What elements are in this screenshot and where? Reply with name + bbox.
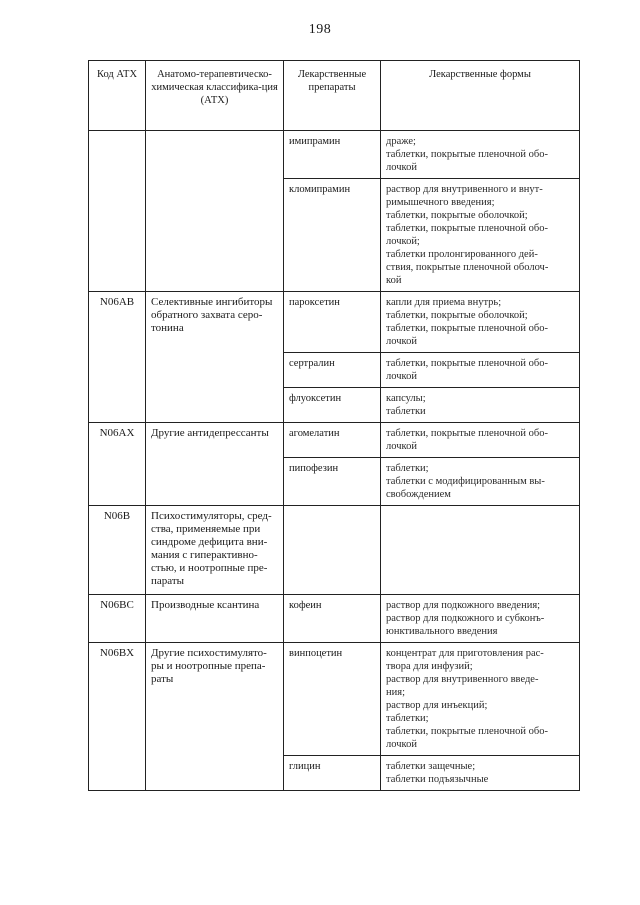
table-body (89, 131, 580, 791)
atc-code-cell: N06B (89, 506, 146, 595)
dosage-forms-cell: таблетки, покрытые пленочной обо- лочкой (381, 423, 580, 458)
atc-group-cell: Производные ксантина (146, 595, 284, 643)
table-row (89, 292, 580, 353)
atc-drug-table (88, 60, 580, 791)
table-row (89, 643, 580, 756)
atc-table-container (88, 60, 579, 791)
drug-name-cell: винпоцетин (284, 643, 381, 756)
atc-code-cell: N06BC (89, 595, 146, 643)
table-row (89, 131, 580, 179)
atc-code-cell: N06AB (89, 292, 146, 423)
dosage-forms-cell: капли для приема внутрь; таблетки, покрытые оболочкой; таблетки, покрытые пленочной обо- лочкой (381, 292, 580, 353)
drug-name-cell: имипрамин (284, 131, 381, 179)
dosage-forms-cell: раствор для подкожного введения; раствор для подкожного и субконъ- юнктивального введения (381, 595, 580, 643)
atc-code-cell: N06BX (89, 643, 146, 791)
drug-name-cell: пароксетин (284, 292, 381, 353)
drug-name-cell: кофеин (284, 595, 381, 643)
drug-name-cell: кломипрамин (284, 179, 381, 292)
drug-name-cell: флуоксетин (284, 388, 381, 423)
drug-name-cell (284, 506, 381, 595)
dosage-forms-cell: таблетки защечные; таблетки подъязычные (381, 756, 580, 791)
dosage-forms-cell: раствор для внутривенного и внут- римышечного введения; таблетки, покрытые оболочкой; таблетки, покрытые пленочной обо- лочкой; таблетки пролонгированного дей- ствия, покрытые пленочной оболоч- кой (381, 179, 580, 292)
header-forms: Лекарственные формы (381, 61, 580, 131)
dosage-forms-cell: таблетки; таблетки с модифицированным вы- свобождением (381, 458, 580, 506)
atc-group-cell: Другие антидепрессанты (146, 423, 284, 506)
table-row (89, 506, 580, 595)
table-row (89, 423, 580, 458)
header-code: Код АТХ (89, 61, 146, 131)
atc-code-cell (89, 131, 146, 292)
atc-group-cell: Другие психостимулято-ры и ноотропные препа-раты (146, 643, 284, 791)
header-group: Анатомо-терапевтическо-химическая классифика-ция (АТХ) (146, 61, 284, 131)
dosage-forms-cell: концентрат для приготовления рас- твора для инфузий; раствор для внутривенного введе- ния; раствор для инъекций; таблетки; таблетки, покрытые пленочной обо- лочкой (381, 643, 580, 756)
dosage-forms-cell: капсулы; таблетки (381, 388, 580, 423)
drug-name-cell: агомелатин (284, 423, 381, 458)
dosage-forms-cell: драже; таблетки, покрытые пленочной обо- лочкой (381, 131, 580, 179)
drug-name-cell: глицин (284, 756, 381, 791)
drug-name-cell: сертралин (284, 353, 381, 388)
atc-group-cell (146, 131, 284, 292)
atc-group-cell: Селективные ингибиторы обратного захвата серо-тонина (146, 292, 284, 423)
drug-name-cell: пипофезин (284, 458, 381, 506)
atc-code-cell: N06AX (89, 423, 146, 506)
page-number: 198 (308, 22, 332, 37)
header-drug: Лекарственные препараты (284, 61, 381, 131)
table-header-row (89, 61, 580, 131)
atc-group-cell: Психостимуляторы, сред-ства, применяемые при синдроме дефицита вни-мания с гиперактивно-стью, и ноотропные пре-параты (146, 506, 284, 595)
dosage-forms-cell (381, 506, 580, 595)
table-row (89, 595, 580, 643)
dosage-forms-cell: таблетки, покрытые пленочной обо- лочкой (381, 353, 580, 388)
